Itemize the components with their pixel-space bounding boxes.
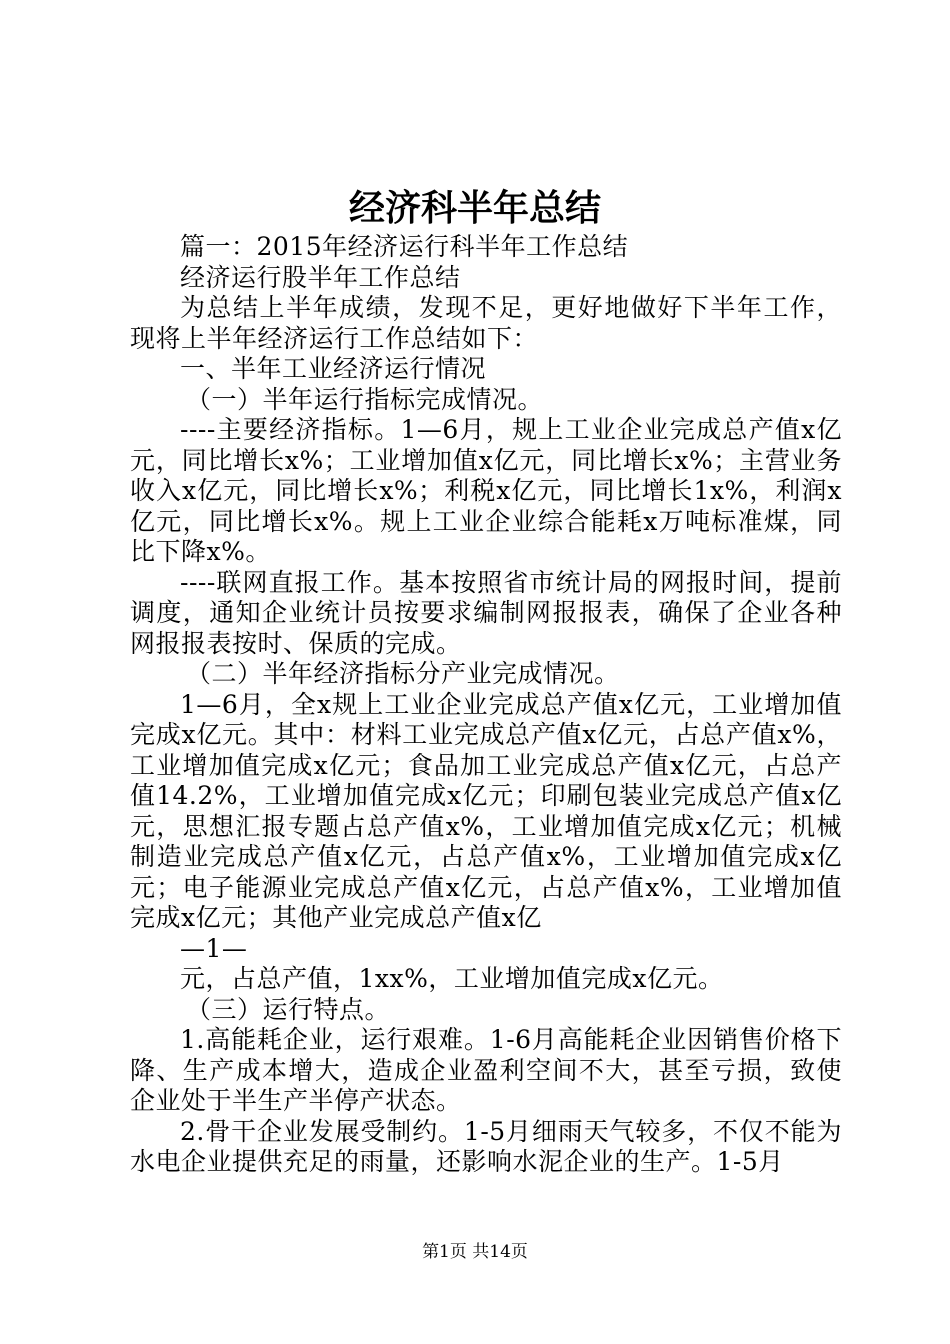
- document-body: [130, 232, 842, 1178]
- paragraph-subheading: 经济运行股半年工作总结: [180, 262, 461, 292]
- paragraph-continuation: 元，占总产值，1xx%，工业增加值完成x亿元。: [180, 964, 724, 993]
- section-heading-1: 一、半年工业经济运行情况: [180, 354, 487, 383]
- paragraph-main-indicators: ----主要经济指标。1—6月，规上工业企业完成总产值x亿元，同比增长x%；工业增加值x亿元，同比增长x%；主营业务收入x亿元，同比增长x%；利税x亿元，同比增长1x%，利润x亿元，同比增长x%。规上工业企业综合能耗x万吨标准煤，同比下降x%。: [130, 415, 842, 566]
- paragraph-heading: 篇一：2015年经济运行科半年工作总结: [180, 232, 629, 261]
- subsection-heading-1: （一）半年运行指标完成情况。: [186, 384, 544, 414]
- paragraph-feature-2: 2.骨干企业发展受制约。1-5月细雨天气较多，不仅不能为水电企业提供充足的雨量，还影响水泥企业的生产。1-5月: [130, 1116, 842, 1176]
- page-footer: 第1页 共14页: [422, 1242, 528, 1262]
- inline-page-marker: —1—: [180, 933, 248, 963]
- paragraph-online-reporting: ----联网直报工作。基本按照省市统计局的网报时间，提前调度，通知企业统计员按要求编制网报报表，确保了企业各种网报报表按时、保质的完成。: [130, 567, 842, 658]
- subsection-heading-3: （三）运行特点。: [186, 994, 391, 1024]
- subsection-heading-2: （二）半年经济指标分产业完成情况。: [186, 659, 620, 688]
- paragraph-intro: 为总结上半年成绩，发现不足，更好地做好下半年工作，现将上半年经济运行工作总结如下：: [130, 293, 842, 353]
- document-title: 经济科半年总结: [348, 187, 601, 229]
- paragraph-feature-1: 1.高能耗企业，运行艰难。1-6月高能耗企业因销售价格下降、生产成本增大，造成企业盈利空间不大，甚至亏损，致使企业处于半生产半停产状态。: [130, 1025, 842, 1115]
- paragraph-industry-breakdown: 1—6月，全x规上工业企业完成总产值x亿元，工业增加值完成x亿元。其中：材料工业完成总产值x亿元，占总产值x%，工业增加值完成x亿元；食品加工业完成总产值x亿元，占总产值14.2%，工业增加值完成x亿元；印刷包装业完成总产值x亿元，思想汇报专题占总产值x%，工业增加值完成x亿元；机械制造业完成总产值x亿元，占总产值x%，工业增加值完成x亿元；电子能源业完成总产值x亿元，占总产值x%，工业增加值完成x亿元；其他产业完成总产值x亿: [130, 689, 842, 932]
